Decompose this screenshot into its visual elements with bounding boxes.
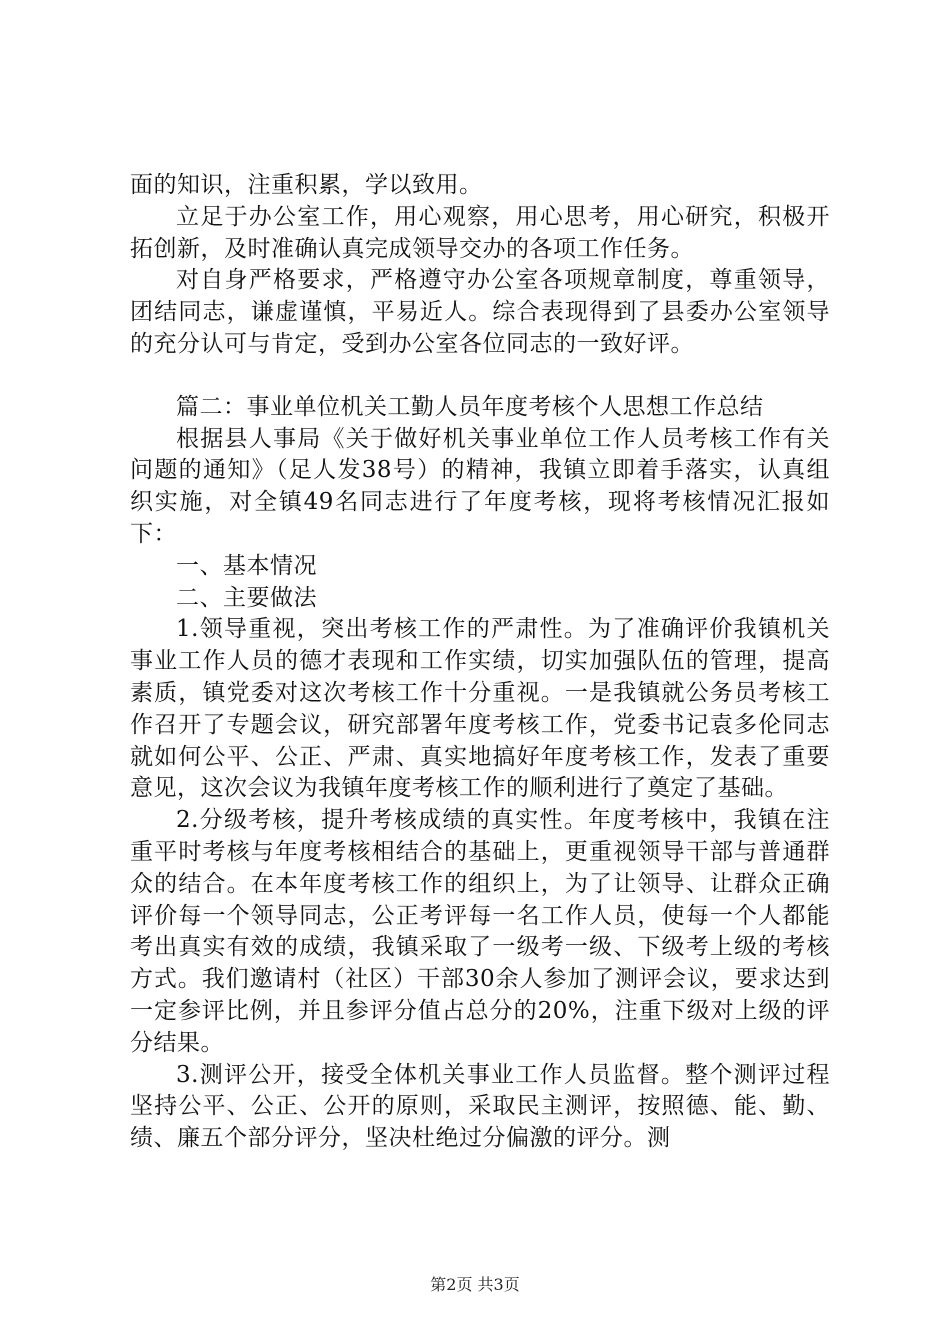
heading-basic-situation: 一、基本情况 bbox=[176, 552, 317, 579]
page-footer: 第2页 共3页 bbox=[430, 1275, 520, 1294]
document-body bbox=[130, 170, 830, 1155]
paragraph-item-2: 2.分级考核，提升考核成绩的真实性。年度考核中，我镇在注重平时考核与年度考核相结合的基础上，更重视领导干部与普通群众的结合。在本年度考核工作的组织上，为了让领导、让群众正确评价每一个领导同志，公正考评每一名工作人员，使每一个人都能考出真实有效的成绩，我镇采取了一级考一级、下级考上级的考核方式。我们邀请村（社区）干部30余人参加了测评会议，要求达到一定参评比例，并且参评分值占总分的20%，注重下级对上级的评分结果。 bbox=[130, 807, 830, 1056]
section-title: 篇二：事业单位机关工勤人员年度考核个人思想工作总结 bbox=[176, 393, 764, 420]
paragraph-office-work: 立足于办公室工作，用心观察，用心思考，用心研究，积极开拓创新，及时准确认真完成领导交办的各项工作任务。 bbox=[130, 203, 830, 262]
paragraph-continuation: 面的知识，注重积累，学以致用。 bbox=[130, 172, 483, 198]
paragraph-item-3: 3.测评公开，接受全体机关事业工作人员监督。整个测评过程坚持公平、公正、公开的原则，采取民主测评，按照德、能、勤、绩、廉五个部分评分，坚决杜绝过分偏激的评分。测 bbox=[130, 1061, 830, 1152]
heading-main-practices: 二、主要做法 bbox=[176, 584, 317, 611]
paragraph-self-discipline: 对自身严格要求，严格遵守办公室各项规章制度，尊重领导，团结同志，谦虚谨慎，平易近人。综合表现得到了县委办公室领导的充分认可与肯定，受到办公室各位同志的一致好评。 bbox=[130, 267, 830, 357]
paragraph-item-1: 1.领导重视，突出考核工作的严肃性。为了准确评价我镇机关事业工作人员的德才表现和工作实绩，切实加强队伍的管理，提高素质，镇党委对这次考核工作十分重视。一是我镇就公务员考核工作召开了专题会议，研究部署年度考核工作，党委书记袁多伦同志就如何公平、公正、严肃、真实地搞好年度考核工作，发表了重要意见，这次会议为我镇年度考核工作的顺利进行了奠定了基础。 bbox=[130, 616, 830, 802]
paragraph-intro: 根据县人事局《关于做好机关事业单位工作人员考核工作有关问题的通知》（足人发38号）的精神，我镇立即着手落实，认真组织实施，对全镇49名同志进行了年度考核，现将考核情况汇报如下： bbox=[130, 425, 830, 547]
